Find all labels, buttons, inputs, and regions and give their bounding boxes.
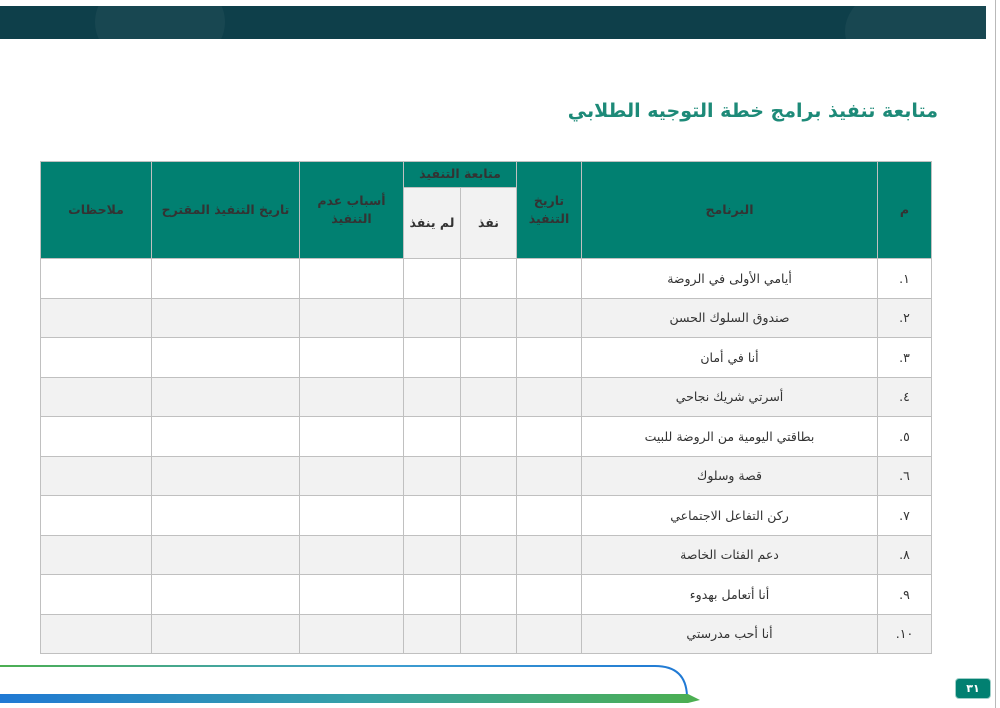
cell-program: أنا في أمان xyxy=(582,338,878,378)
cell-reason[interactable] xyxy=(299,535,403,575)
plan-table-container xyxy=(41,161,932,654)
cell-proposed-date[interactable] xyxy=(151,535,299,575)
cell-program: أنا أحب مدرستي xyxy=(582,614,878,654)
decorative-arc-icon xyxy=(845,6,986,39)
cell-done[interactable] xyxy=(461,338,517,378)
page-title: متابعة تنفيذ برامج خطة التوجيه الطلابي xyxy=(567,100,938,122)
cell-exec-date[interactable] xyxy=(517,259,582,299)
cell-proposed-date[interactable] xyxy=(151,496,299,536)
table-row xyxy=(40,298,931,338)
cell-not-done[interactable] xyxy=(403,575,460,615)
cell-exec-date[interactable] xyxy=(517,377,582,417)
cell-index: ٥. xyxy=(878,417,932,457)
cell-reason[interactable] xyxy=(299,575,403,615)
follow-up-table xyxy=(40,161,932,654)
column-header-exec-date: تاريخ التنفيذ xyxy=(517,162,582,259)
cell-not-done[interactable] xyxy=(403,259,460,299)
cell-exec-date[interactable] xyxy=(517,535,582,575)
cell-proposed-date[interactable] xyxy=(151,338,299,378)
table-row xyxy=(40,456,931,496)
cell-notes[interactable] xyxy=(40,417,151,457)
table-row xyxy=(40,417,931,457)
table-row xyxy=(40,614,931,654)
cell-index: ٣. xyxy=(878,338,932,378)
cell-exec-date[interactable] xyxy=(517,417,582,457)
cell-reason[interactable] xyxy=(299,496,403,536)
cell-proposed-date[interactable] xyxy=(151,298,299,338)
cell-reason[interactable] xyxy=(299,338,403,378)
cell-notes[interactable] xyxy=(40,496,151,536)
cell-program: بطاقتي اليومية من الروضة للبيت xyxy=(582,417,878,457)
cell-proposed-date[interactable] xyxy=(151,259,299,299)
cell-notes[interactable] xyxy=(40,377,151,417)
table-row xyxy=(40,535,931,575)
column-header-done: نفذ xyxy=(461,188,517,259)
bottom-decoration xyxy=(0,648,1000,708)
cell-exec-date[interactable] xyxy=(517,614,582,654)
cell-notes[interactable] xyxy=(40,259,151,299)
cell-not-done[interactable] xyxy=(403,535,460,575)
cell-index: ٢. xyxy=(878,298,932,338)
cell-program: أنا أتعامل بهدوء xyxy=(582,575,878,615)
column-header-notes: ملاحظات xyxy=(40,162,151,259)
cell-not-done[interactable] xyxy=(403,417,460,457)
cell-notes[interactable] xyxy=(40,338,151,378)
decorative-curve-line xyxy=(0,666,687,696)
decorative-arc-icon xyxy=(95,6,225,39)
cell-reason[interactable] xyxy=(299,377,403,417)
cell-program: أسرتي شريك نجاحي xyxy=(582,377,878,417)
column-header-program: البرنامج xyxy=(582,162,878,259)
header-row-top xyxy=(40,162,931,188)
cell-notes[interactable] xyxy=(40,535,151,575)
table-row xyxy=(40,259,931,299)
decorative-bottom-bar xyxy=(0,694,700,703)
cell-notes[interactable] xyxy=(40,298,151,338)
cell-done[interactable] xyxy=(461,259,517,299)
cell-index: ٤. xyxy=(878,377,932,417)
column-header-reason: أسباب عدم التنفيذ xyxy=(299,162,403,259)
cell-proposed-date[interactable] xyxy=(151,614,299,654)
cell-done[interactable] xyxy=(461,377,517,417)
cell-not-done[interactable] xyxy=(403,338,460,378)
cell-index: ٨. xyxy=(878,535,932,575)
cell-proposed-date[interactable] xyxy=(151,575,299,615)
cell-index: ١٠. xyxy=(878,614,932,654)
cell-not-done[interactable] xyxy=(403,496,460,536)
column-header-not-done: لم ينفذ xyxy=(403,188,460,259)
cell-reason[interactable] xyxy=(299,614,403,654)
cell-exec-date[interactable] xyxy=(517,575,582,615)
cell-done[interactable] xyxy=(461,575,517,615)
table-row xyxy=(40,496,931,536)
cell-program: صندوق السلوك الحسن xyxy=(582,298,878,338)
cell-reason[interactable] xyxy=(299,417,403,457)
cell-index: ٧. xyxy=(878,496,932,536)
cell-not-done[interactable] xyxy=(403,377,460,417)
table-body xyxy=(40,259,931,654)
column-group-header-follow-up: متابعة التنفيذ xyxy=(403,162,516,188)
top-decorative-bar xyxy=(0,6,986,39)
cell-done[interactable] xyxy=(461,456,517,496)
cell-program: ركن التفاعل الاجتماعي xyxy=(582,496,878,536)
cell-notes[interactable] xyxy=(40,575,151,615)
cell-notes[interactable] xyxy=(40,456,151,496)
cell-done[interactable] xyxy=(461,496,517,536)
cell-proposed-date[interactable] xyxy=(151,456,299,496)
cell-exec-date[interactable] xyxy=(517,338,582,378)
table-row xyxy=(40,575,931,615)
cell-index: ٩. xyxy=(878,575,932,615)
cell-not-done[interactable] xyxy=(403,614,460,654)
table-row xyxy=(40,338,931,378)
cell-exec-date[interactable] xyxy=(517,298,582,338)
cell-notes[interactable] xyxy=(40,614,151,654)
page-number-badge: ٣١ xyxy=(955,678,991,699)
cell-index: ٦. xyxy=(878,456,932,496)
cell-proposed-date[interactable] xyxy=(151,417,299,457)
cell-index: ١. xyxy=(878,259,932,299)
cell-done[interactable] xyxy=(461,535,517,575)
cell-reason[interactable] xyxy=(299,456,403,496)
cell-program: أيامي الأولى في الروضة xyxy=(582,259,878,299)
cell-exec-date[interactable] xyxy=(517,496,582,536)
column-header-index: م xyxy=(878,162,932,259)
cell-done[interactable] xyxy=(461,298,517,338)
cell-program: دعم الفئات الخاصة xyxy=(582,535,878,575)
cell-proposed-date[interactable] xyxy=(151,377,299,417)
cell-exec-date[interactable] xyxy=(517,456,582,496)
cell-done[interactable] xyxy=(461,614,517,654)
cell-program: قصة وسلوك xyxy=(582,456,878,496)
cell-not-done[interactable] xyxy=(403,298,460,338)
table-row xyxy=(40,377,931,417)
cell-done[interactable] xyxy=(461,417,517,457)
right-edge-rule xyxy=(995,0,996,708)
column-header-proposed-date: تاريخ التنفيذ المقترح xyxy=(151,162,299,259)
cell-not-done[interactable] xyxy=(403,456,460,496)
cell-reason[interactable] xyxy=(299,259,403,299)
cell-reason[interactable] xyxy=(299,298,403,338)
table-head xyxy=(40,162,931,259)
